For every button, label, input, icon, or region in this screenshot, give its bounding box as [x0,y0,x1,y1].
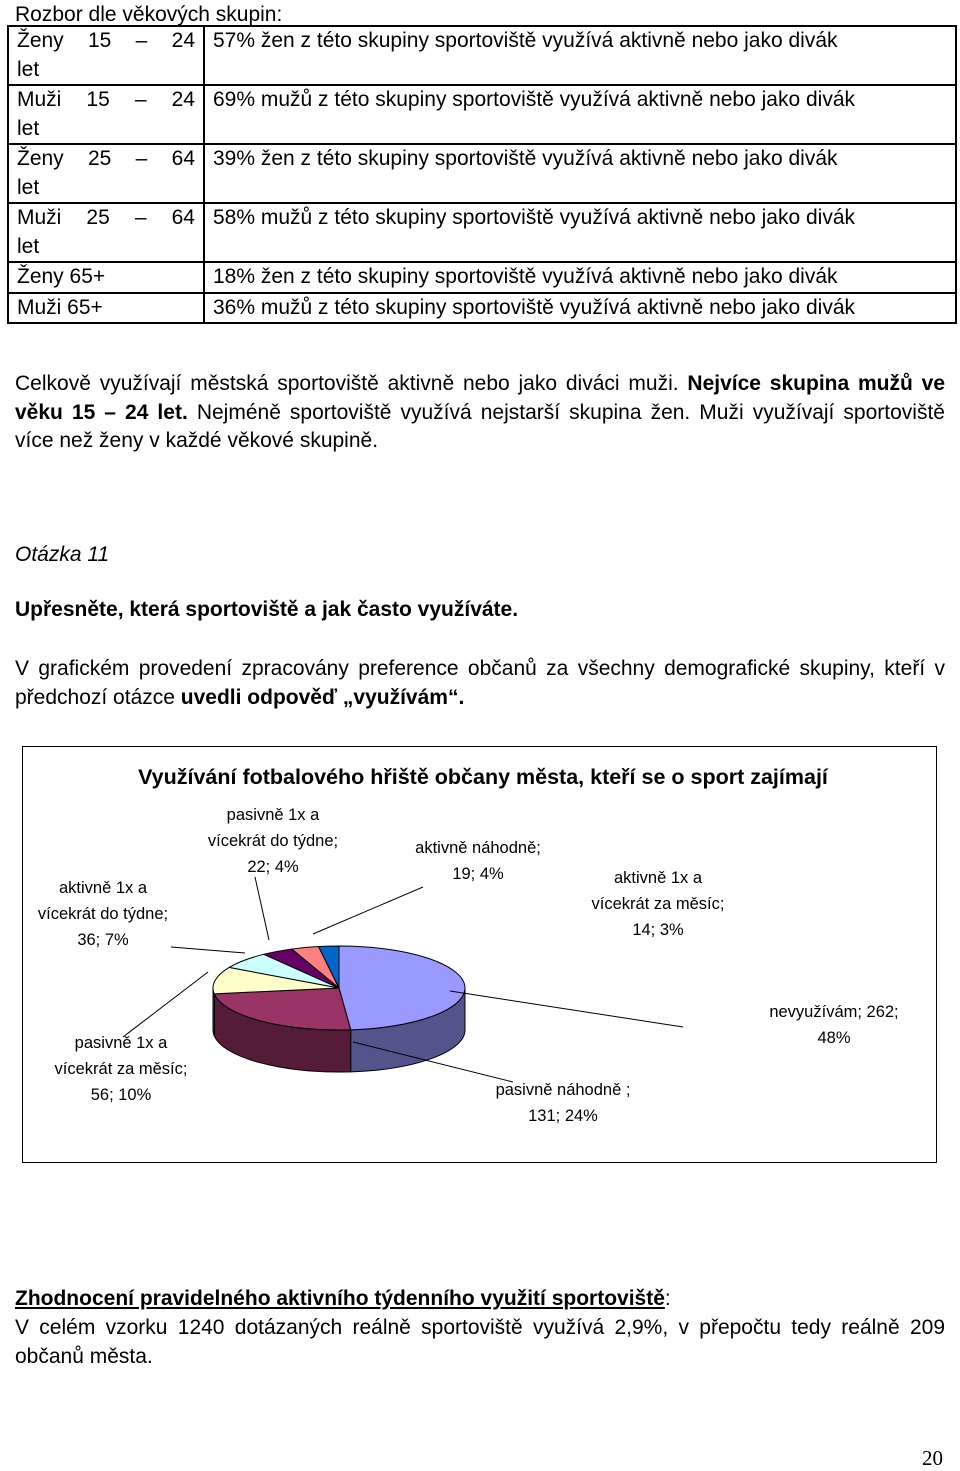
summary-paragraph [15,370,945,456]
data-label [31,1030,211,1108]
data-label [393,835,563,887]
data-label-line: nevyužívám; 262; [769,1003,899,1021]
age-group-table [7,25,957,324]
data-label-line: pasivně 1x a [226,806,320,824]
age-group-unit: let [17,234,40,258]
age-group-cell [8,203,204,262]
age-group-unit: let [17,116,40,140]
age-group-cell [8,85,204,144]
data-label-line: vícekrát za měsíc; [54,1060,188,1078]
usage-description-cell: 39% žen z této skupiny sportoviště využívá aktivně nebo jako divák [204,144,956,203]
age-group-cell: Ženy 65+ [8,262,204,293]
age-group-label: Ženy 15 – 24 [17,29,195,52]
summary-text: Celkově využívají městská sportoviště aktivně nebo jako diváci muži. [15,372,679,395]
summary-bold-text: Nejvíce skupina mužů ve věku 15 – 24 let. [15,372,946,424]
leader-line [255,877,269,940]
pie-top [213,946,465,1030]
age-group-unit: let [17,57,40,81]
data-label-line: pasivně 1x a [74,1034,168,1052]
leader-line [123,972,208,1037]
data-label-line: pasivně náhodně ; [495,1081,631,1099]
table-row [8,85,956,144]
evaluation-heading [15,1285,671,1314]
data-label [18,875,188,953]
data-label [749,999,919,1051]
evaluation-heading-text: Zhodnocení pravidelného aktivního týdenního využití sportoviště [15,1287,665,1310]
table-row [8,293,956,324]
usage-description-cell: 58% mužů z této skupiny sportoviště využívá aktivně nebo jako divák [204,203,956,262]
data-label-line: vícekrát za měsíc; [591,895,725,913]
question-title: Upřesněte, která sportoviště a jak často využíváte. [15,598,519,621]
table-row [8,26,956,85]
pie-chart-frame [22,746,937,1163]
age-group-cell: Muži 65+ [8,293,204,324]
data-label-line: vícekrát do týdne; [37,905,169,923]
pie-slice-side [213,988,214,1036]
intro-bold-text: uvedli odpověď „využívám“. [180,685,465,709]
table-row [8,203,956,262]
usage-description-cell: 57% žen z této skupiny sportoviště využívá aktivně nebo jako divák [204,26,956,85]
data-label-line: 19; 4% [452,865,504,883]
usage-description-cell: 18% žen z této skupiny sportoviště využívá aktivně nebo jako divák [204,262,956,293]
age-group-label: Ženy 25 – 64 [17,147,195,170]
data-label [573,865,743,943]
table-row [8,262,956,293]
age-group-cell [8,26,204,85]
data-label-line: 14; 3% [632,921,684,939]
data-label-line: aktivně 1x a [58,879,148,897]
table-row [8,144,956,203]
data-label-line: vícekrát do týdne; [207,832,339,850]
data-label-line: aktivně 1x a [613,869,703,887]
evaluation-text: V celém vzorku 1240 dotázaných reálně sportoviště využívá 2,9%, v přepočtu tedy reálně 209 občanů města. [15,1316,945,1368]
leader-line [450,991,683,1027]
data-label [188,802,358,880]
data-label-line: 48% [817,1029,851,1047]
intro-text: V grafickém provedení zpracovány preference občanů za všechny demografické skupiny, kteří v předchozí otázce [15,657,945,709]
usage-description-cell: 36% mužů z této skupiny sportoviště využívá aktivně nebo jako divák [204,293,956,324]
question-intro [15,655,945,712]
chart-title: Využívání fotbalového hřiště občany města, kteří se o sport zajímají [138,765,828,789]
leader-line [313,887,423,934]
age-group-label: Muži 25 – 64 [17,206,195,229]
question-number: Otázka 11 [15,543,110,566]
summary-text-2: Nejméně sportoviště využívá nejstarší skupina žen. Muži využívají sportoviště více než ženy v každé věkové skupině. [15,400,945,452]
data-label [463,1077,663,1129]
usage-description-cell: 69% mužů z této skupiny sportoviště využívá aktivně nebo jako divák [204,85,956,144]
age-group-label: Muži 15 – 24 [17,88,195,111]
evaluation-colon: : [664,1287,671,1310]
data-label-line: 56; 10% [90,1086,152,1104]
data-label-line: 22; 4% [247,858,299,876]
age-group-unit: let [17,175,40,199]
data-label-line: aktivně náhodně; [415,839,541,857]
data-label-line: 36; 7% [77,931,129,949]
data-label-line: 131; 24% [528,1107,598,1125]
age-group-cell [8,144,204,203]
page-number: 20 [922,1446,943,1470]
section-heading: Rozbor dle věkových skupin: [15,3,283,26]
